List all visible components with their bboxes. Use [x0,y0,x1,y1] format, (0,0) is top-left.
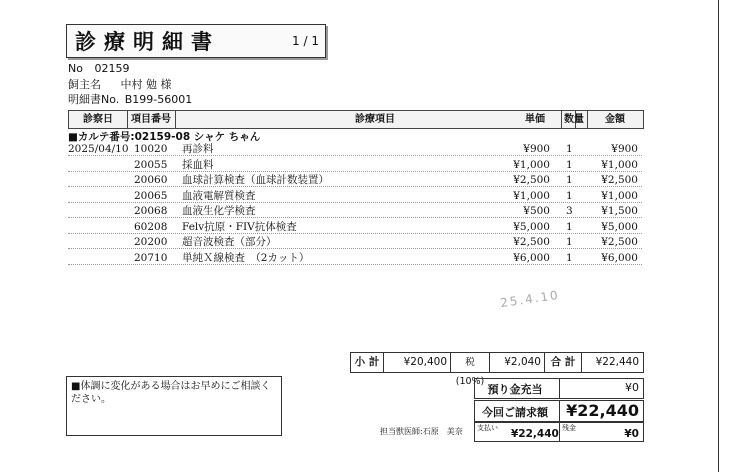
table-row [68,189,642,203]
tax-label: 税(10%) [451,353,490,372]
table-row [68,158,642,172]
cell-code: 20055 [134,158,168,171]
total-label: 合 計 [545,353,582,372]
billing-box [474,400,644,422]
cell-code: 20200 [134,236,168,248]
cell-unit: ¥1,000 [513,189,550,202]
subtotal-value: ¥20,400 [383,353,451,372]
record-number-label: No [68,62,83,75]
cell-item: Felv抗原・FIV抗体検査 [182,220,297,233]
record-number [68,62,129,75]
col-unit: 単価 [509,111,562,128]
col-code: 項目番号 [127,111,176,128]
cell-item: 超音波検査（部分） [182,236,277,248]
deposit-divider [559,379,560,398]
deposit-value: ¥0 [625,381,639,394]
cell-item: 血液生化学検査 [182,205,256,217]
cell-qty: 1 [566,236,573,248]
page-edge-line [718,0,719,472]
cell-qty: 1 [566,158,573,171]
col-date: 診察日 [69,111,128,128]
cell-unit: ¥6,000 [513,251,550,264]
payment-box [474,422,644,442]
bill-number-label: 明細書No. [68,93,120,106]
billing-value: ¥22,440 [566,401,639,420]
subtotal-label: 小 計 [351,353,384,372]
cell-qty: 1 [566,143,573,155]
table-row [68,204,642,218]
table-row [68,142,642,156]
owner-value: 中村 勉 様 [120,78,172,91]
cell-item: 再診料 [182,143,214,155]
payment-divider [559,423,560,441]
cell-amount: ¥900 [611,143,638,155]
cell-qty: 1 [566,174,573,186]
deposit-label: 預り金充当 [487,383,543,396]
cell-item: 採血料 [182,158,214,171]
cell-amount: ¥6,000 [601,251,638,264]
cell-code: 60208 [134,220,168,233]
cell-qty: 1 [566,251,573,264]
cell-unit: ¥5,000 [513,220,550,233]
cell-unit: ¥900 [523,143,550,155]
cell-unit: ¥2,500 [513,174,550,186]
cell-unit: ¥500 [523,205,550,217]
page-number: 1 / 1 [292,34,319,48]
cell-item: 血球計算検査（血球計数装置） [182,174,329,186]
cell-code: 20060 [134,174,168,186]
cell-qty: 1 [566,189,573,202]
owner-label: 飼主名 [68,78,101,91]
balance-label: 残金 [562,424,576,432]
cell-code: 20068 [134,205,168,217]
tax-value: ¥2,040 [489,353,545,372]
col-amount: 金額 [605,114,625,125]
cell-code: 10020 [134,143,168,155]
cell-code: 20065 [134,189,168,202]
cell-item: 血液電解質検査 [182,189,256,202]
table-row [68,251,642,265]
cell-amount: ¥1,500 [601,205,638,217]
total-value: ¥22,440 [595,356,639,368]
cell-unit: ¥1,000 [513,158,550,171]
paid-label: 支払い [477,424,498,432]
record-number-value: 02159 [94,62,130,75]
table-row [68,173,642,187]
col-item: 診療項目 [175,111,576,128]
document-title: 診療明細書 [75,29,220,54]
deposit-box [474,378,644,399]
bill-number-value: B199-56001 [124,93,193,106]
cell-amount: ¥5,000 [601,220,638,233]
table-row [68,220,642,234]
table-row [68,235,642,249]
cell-date: 2025/04/10 [68,143,129,155]
cell-amount: ¥1,000 [601,189,638,202]
paid-value: ¥22,440 [511,428,559,440]
table-header [68,110,644,129]
cell-unit: ¥2,500 [513,236,550,248]
owner-name [68,76,172,92]
balance-value: ¥0 [624,428,639,440]
karte-line: ■カルテ番号:02159-08 シャケ ちゃん [68,131,261,143]
bill-number [68,91,192,107]
billing-divider [559,401,560,421]
cell-amount: ¥2,500 [601,174,638,186]
summary-bar [350,352,644,387]
cell-qty: 3 [566,205,573,217]
doctor-name: 担当獣医師:石原 美奈 [380,427,463,436]
cell-code: 20710 [134,251,168,264]
date-stamp: 25.4.10 [499,287,561,311]
notice-box: ■体調に変化がある場合はお早めにご相談ください。 [66,376,282,436]
title-box [66,24,326,58]
cell-amount: ¥1,000 [601,158,638,171]
cell-qty: 1 [566,220,573,233]
billing-label: 今回ご請求額 [482,406,548,419]
cell-amount: ¥2,500 [601,236,638,248]
col-qty: 数量 [561,111,588,128]
cell-item: 単純Ｘ線検査 （2カット） [182,251,310,264]
